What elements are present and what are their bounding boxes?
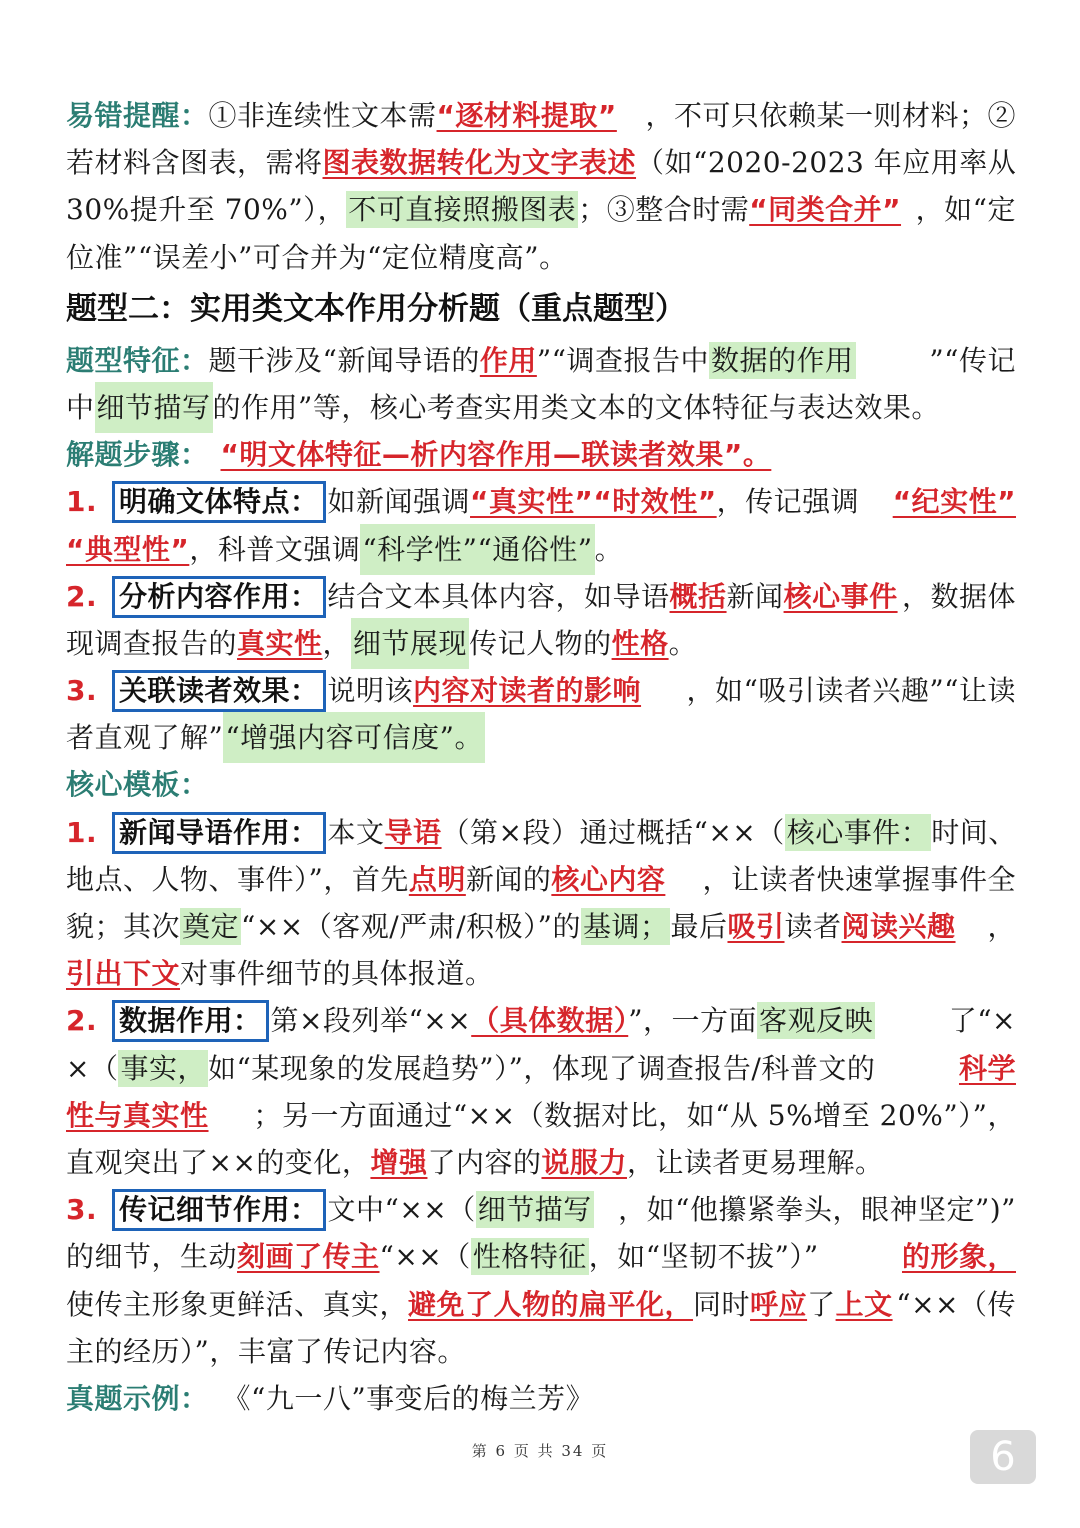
step-key: “纪实性” — [892, 485, 1016, 519]
template-text: 了内容的 — [427, 1145, 542, 1179]
template-text: “××（客观/严肃/积极）”的 — [241, 910, 581, 943]
template-number: 3. — [66, 1193, 98, 1227]
tip-text: 30%提升至 70%”）， — [66, 193, 347, 227]
template-highlight: 核心事件： — [786, 815, 930, 849]
steps-header — [66, 431, 1016, 478]
step-highlight: 细节展现 — [351, 618, 469, 669]
step-1-line-1 — [66, 478, 1016, 525]
document-page — [66, 92, 1016, 1422]
template-text: ，如“他攥紧拳头，眼神坚定”)” — [618, 1193, 1016, 1227]
templates-header — [66, 761, 1016, 808]
page-number-badge: 6 — [970, 1430, 1036, 1484]
template-1-line-3 — [66, 903, 1016, 950]
example-title: 《“九一八”事变后的梅兰芳》 — [222, 1381, 595, 1415]
step-text: ，科普文强调 — [189, 532, 361, 566]
template-text: 读者 — [784, 910, 842, 943]
step-text: 。 — [594, 532, 624, 566]
template-boxed-title: 新闻导语作用： — [112, 812, 326, 854]
tip-key-phrase: 图表数据转化为文字表述 — [322, 146, 637, 180]
template-2-line-3 — [66, 1092, 1016, 1139]
tip-text: ，如“定 — [915, 193, 1016, 227]
step-boxed-title: 关联读者效果： — [112, 670, 326, 712]
step-key: 内容对读者的影响 — [413, 674, 642, 708]
step-key: 概括 — [669, 579, 727, 613]
step-text: ，如“吸引读者兴趣”“让读 — [686, 674, 1016, 708]
template-key: 呼应 — [750, 1287, 808, 1321]
template-1-line-2 — [66, 856, 1016, 903]
template-2-line-2 — [66, 1045, 1016, 1092]
template-text: “××（传 — [896, 1287, 1016, 1321]
step-number: 3. — [66, 674, 98, 708]
template-key: 上文 — [835, 1287, 893, 1321]
steps-label: 解题步骤： — [66, 438, 209, 472]
template-text: 本文 — [327, 815, 385, 849]
features-key: 作用 — [479, 343, 537, 377]
template-key: 吸引 — [727, 910, 785, 943]
section-title: 题型二：实用类文本作用分析题（重点题型） — [66, 290, 686, 327]
step-2-line-2 — [66, 620, 1016, 667]
template-text: 的细节，生动 — [66, 1240, 238, 1274]
template-highlight: 基调； — [582, 910, 669, 943]
tip-line-1 — [66, 92, 1016, 139]
template-text: 地点、人物、事件）”，首先 — [66, 862, 409, 896]
tip-text: ，不可只依赖某一则材料；② — [645, 99, 1016, 132]
tip-label: 易错提醒： — [66, 99, 209, 132]
step-key: “典型性” — [66, 532, 190, 566]
template-text: ，如“坚韧不拔”）” — [588, 1240, 819, 1274]
template-text: 了“× — [948, 1004, 1016, 1038]
step-text: 新闻 — [726, 579, 784, 613]
steps-formula: “明文体特征—析内容作用—联读者效果”。 — [220, 438, 772, 472]
template-text: ×（ — [66, 1051, 119, 1085]
step-boxed-title: 明确文体特点： — [112, 481, 326, 523]
features-highlight: 数据的作用 — [711, 343, 854, 377]
step-text: 现调查报告的 — [66, 626, 238, 660]
step-text: 。 — [668, 626, 698, 660]
template-key: 引出下文 — [66, 957, 181, 991]
step-number: 1. — [66, 485, 98, 519]
step-key: 性格 — [611, 626, 669, 660]
tip-key-phrase: “逐材料提取” — [436, 99, 617, 132]
template-text: 使传主形象更鲜活、真实， — [66, 1287, 409, 1321]
template-3-line-3 — [66, 1281, 1016, 1328]
step-highlight: “增强内容可信度”。 — [223, 712, 485, 763]
step-text: ， — [322, 626, 352, 660]
features-text: 题干涉及“新闻导语的 — [208, 343, 480, 377]
template-text: ，让读者快速掌握事件全 — [702, 862, 1016, 896]
step-3-line-2 — [66, 714, 1016, 761]
template-boxed-title: 数据作用： — [112, 1000, 269, 1042]
step-highlight: “科学性”“通俗性” — [360, 524, 594, 575]
template-key: 说服力 — [541, 1145, 627, 1179]
template-number: 1. — [66, 815, 98, 849]
template-text: 如“某现象的发展趋势”）”，体现了调查报告/科普文的 — [207, 1051, 876, 1085]
step-2-line-1 — [66, 573, 1016, 620]
step-text: 者直观了解” — [66, 721, 224, 755]
step-key: “真实性”“时效性” — [470, 485, 717, 519]
tip-line-3 — [66, 186, 1016, 233]
template-3-line-2 — [66, 1233, 1016, 1280]
features-label: 题型特征： — [66, 343, 209, 377]
template-text: ， — [987, 910, 1016, 943]
template-key: 科学 — [958, 1051, 1016, 1085]
tip-key-phrase: “同类合并” — [749, 193, 902, 227]
features-line-1 — [66, 337, 1016, 384]
template-text: 了 — [807, 1287, 836, 1321]
template-key: 点明 — [408, 862, 466, 896]
template-key: 导语 — [384, 815, 442, 849]
template-1-line-4 — [66, 950, 1016, 997]
tip-text: 位准”“误差小”可合并为“定位精度高”。 — [66, 240, 568, 274]
step-boxed-title: 分析内容作用： — [112, 576, 326, 618]
template-highlight: 细节描写 — [477, 1193, 592, 1227]
template-number: 2. — [66, 1004, 98, 1038]
template-2-line-4 — [66, 1139, 1016, 1186]
template-highlight: 性格特征 — [472, 1240, 587, 1274]
step-key: 真实性 — [237, 626, 323, 660]
template-boxed-title: 传记细节作用： — [112, 1189, 326, 1231]
template-text: （第×段）通过概括“××（ — [441, 815, 785, 849]
template-highlight: 事实， — [120, 1051, 206, 1085]
features-text: 的作用”等，核心考查实用类文本的文体特征与表达效果。 — [212, 390, 940, 424]
template-text: 同时 — [693, 1287, 751, 1321]
step-key: 核心事件 — [783, 579, 898, 613]
template-text: ”，一方面 — [628, 1004, 758, 1038]
template-key: 性与真实性 — [66, 1098, 209, 1132]
template-text: 最后 — [670, 910, 728, 943]
tip-text: ；③整合时需 — [578, 193, 750, 227]
tip-text: （如“2020-2023 年应用率从 — [636, 146, 1017, 180]
step-3-line-1 — [66, 667, 1016, 714]
template-key: （具体数据） — [471, 1004, 629, 1038]
template-highlight: 客观反映 — [759, 1004, 874, 1038]
tip-text: ①非连续性文本需 — [208, 99, 437, 132]
template-text: “××（ — [379, 1240, 471, 1274]
template-text: 貌；其次 — [66, 910, 181, 943]
tip-highlight: 不可直接照搬图表 — [348, 193, 577, 227]
features-text: 中 — [66, 390, 95, 424]
example-line — [66, 1375, 1016, 1422]
template-key: 核心内容 — [551, 862, 666, 896]
template-text: 第×段列举“×× — [270, 1004, 472, 1038]
template-1-line-1 — [66, 809, 1016, 856]
features-line-2 — [66, 384, 1016, 431]
step-1-line-2 — [66, 526, 1016, 573]
template-text: ，让读者更易理解。 — [626, 1145, 884, 1179]
template-text: ；另一方面通过“××（数据对比，如“从 5%增至 20%”）”， — [253, 1098, 1016, 1132]
template-text: 对事件细节的具体报道。 — [180, 957, 494, 991]
step-text: 结合文本具体内容，如导语 — [327, 579, 670, 613]
template-key: 的形象， — [901, 1240, 1016, 1274]
features-text: ”“调查报告中 — [536, 343, 709, 377]
template-text: 直观突出了××的变化， — [66, 1145, 371, 1179]
step-text: ，数据体 — [901, 579, 1016, 613]
template-text: 主的经历）”，丰富了传记内容。 — [66, 1334, 466, 1368]
page-footer: 第 6 页 共 34 页 — [471, 1442, 609, 1460]
step-text: 说明该 — [327, 674, 414, 708]
template-key: 避免了人物的扁平化， — [408, 1287, 694, 1321]
step-text: 如新闻强调 — [327, 485, 471, 519]
template-text: 文中“××（ — [327, 1193, 476, 1227]
template-2-line-1 — [66, 997, 1016, 1044]
template-key: 刻画了传主 — [237, 1240, 380, 1274]
tip-line-4 — [66, 234, 1016, 281]
template-key: 阅读兴趣 — [841, 910, 956, 943]
template-3-line-1 — [66, 1186, 1016, 1233]
tip-line-2 — [66, 139, 1016, 186]
templates-label: 核心模板： — [66, 768, 209, 802]
template-highlight: 奠定 — [182, 910, 240, 943]
template-text: 新闻的 — [465, 862, 552, 896]
example-label: 真题示例： — [66, 1381, 209, 1415]
step-number: 2. — [66, 579, 98, 613]
features-highlight: 细节描写 — [95, 382, 213, 433]
features-text: ”“传记 — [929, 343, 1016, 377]
step-text: 传记人物的 — [469, 626, 612, 660]
template-key: 增强 — [370, 1145, 428, 1179]
step-text: ，传记强调 — [716, 485, 860, 519]
template-3-line-4 — [66, 1328, 1016, 1375]
tip-text: 若材料含图表，需将 — [66, 146, 323, 180]
template-text: 时间、 — [931, 815, 1017, 849]
